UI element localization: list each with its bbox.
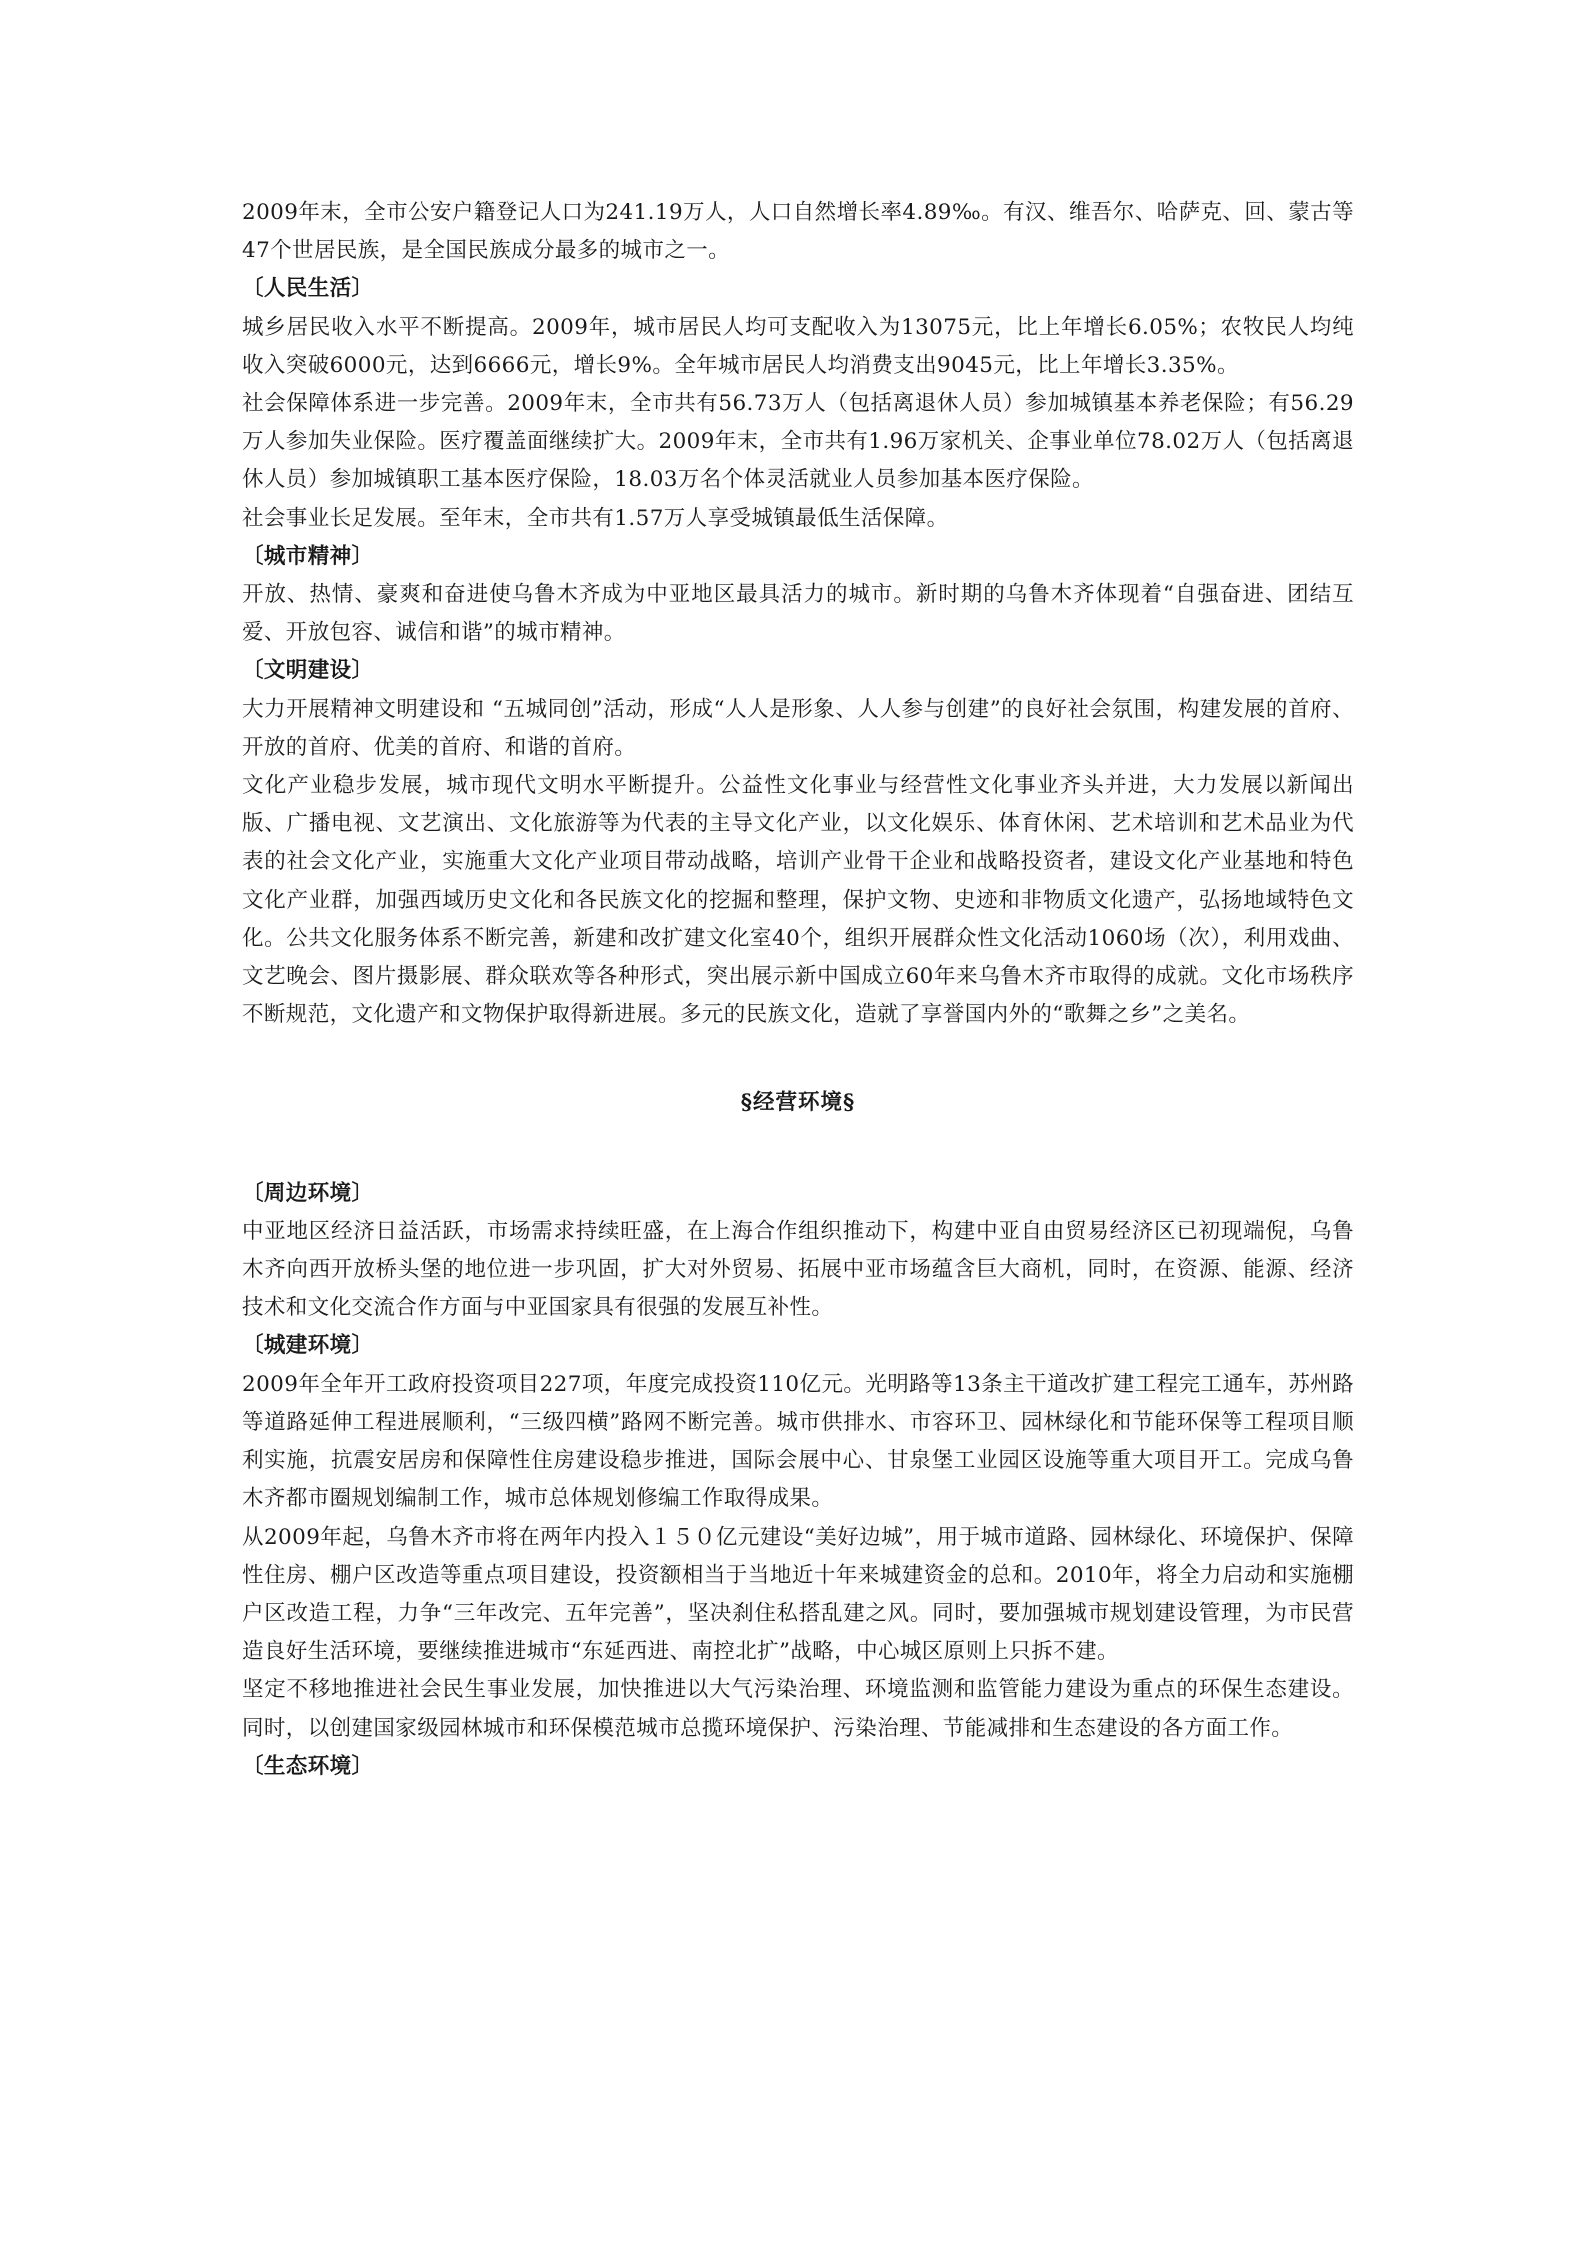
paragraph: 2009年全年开工政府投资项目227项，年度完成投资110亿元。光明路等13条主干道改扩建工程完工通车，苏州路等道路延伸工程进展顺利，“三级四横”路网不断完善。城市供排水、市容环卫、园林绿化和节能环保等工程项目顺利实施，抗震安居房和保障性住房建设稳步推进，国际会展中心、甘泉堡工业园区设施等重大项目开工。完成乌鲁木齐都市圈规划编制工作，城市总体规划修编工作取得成果。 xyxy=(242,1371,1354,1512)
section-subheading: 〔城建环境〕 xyxy=(242,1333,374,1359)
body-text-part-1 xyxy=(242,194,1354,1034)
section-subheading: 〔周边环境〕 xyxy=(242,1180,374,1206)
paragraph: 从2009年起，乌鲁木齐市将在两年内投入１５０亿元建设“美好边城”，用于城市道路、园林绿化、环境保护、保障性住房、棚户区改造等重点项目建设，投资额相当于当地近十年来城建资金的总和。2010年，将全力启动和实施棚户区改造工程，力争“三年改完、五年完善”，坚决刹住私搭乱建之风。同时，要加强城市规划建设管理，为市民营造良好生活环境，要继续推进城市“东延西进、南控北扩”战略，中心城区原则上只拆不建。 xyxy=(242,1524,1354,1665)
paragraph: 中亚地区经济日益活跃，市场需求持续旺盛，在上海合作组织推动下，构建中亚自由贸易经济区已初现端倪，乌鲁木齐向西开放桥头堡的地位进一步巩固，扩大对外贸易、拓展中亚市场蕴含巨大商机，同时，在资源、能源、经济技术和文化交流合作方面与中亚国家具有很强的发展互补性。 xyxy=(242,1218,1354,1321)
paragraph: 开放、热情、豪爽和奋进使乌鲁木齐成为中亚地区最具活力的城市。新时期的乌鲁木齐体现着“自强奋进、团结互爱、开放包容、诚信和谐”的城市精神。 xyxy=(242,582,1354,646)
section-subheading: 〔人民生活〕 xyxy=(242,276,374,302)
paragraph: 2009年末，全市公安户籍登记人口为241.19万人，人口自然增长率4.89‰。有汉、维吾尔、哈萨克、回、蒙古等47个世居民族，是全国民族成分最多的城市之一。 xyxy=(242,200,1354,264)
paragraph: 社会事业长足发展。至年末，全市共有1.57万人享受城镇最低生活保障。 xyxy=(242,505,949,531)
paragraph: 社会保障体系进一步完善。2009年末，全市共有56.73万人（包括离退休人员）参加城镇基本养老保险；有56.29万人参加失业保险。医疗覆盖面继续扩大。2009年末，全市共有1.96万家机关、企事业单位78.02万人（包括离退休人员）参加城镇职工基本医疗保险，18.03万名个体灵活就业人员参加基本医疗保险。 xyxy=(242,391,1354,493)
section-title: §经营环境§ xyxy=(740,1090,856,1116)
body-text-part-2 xyxy=(242,1175,1354,1786)
section-subheading: 〔文明建设〕 xyxy=(242,658,374,684)
paragraph: 文化产业稳步发展，城市现代文明水平断提升。公益性文化事业与经营性文化事业齐头并进，大力发展以新闻出版、广播电视、文艺演出、文化旅游等为代表的主导文化产业，以文化娱乐、体育休闲、艺术培训和艺术品业为代表的社会文化产业，实施重大文化产业项目带动战略，培训产业骨干企业和战略投资者，建设文化产业基地和特色文化产业群，加强西域历史文化和各民族文化的挖掘和整理，保护文物、史迹和非物质文化遗产，弘扬地域特色文化。公共文化服务体系不断完善，新建和改扩建文化室40个，组织开展群众性文化活动1060场（次），利用戏曲、文艺晚会、图片摄影展、群众联欢等各种形式，突出展示新中国成立60年来乌鲁木齐市取得的成就。文化市场秩序不断规范，文化遗产和文物保护取得新进展。多元的民族文化，造就了享誉国内外的“歌舞之乡”之美名。 xyxy=(242,773,1354,1028)
paragraph: 坚定不移地推进社会民生事业发展，加快推进以大气污染治理、环境监测和监管能力建设为重点的环保生态建设。同时，以创建国家级园林城市和环保模范城市总揽环境保护、污染治理、节能减排和生态建设的各方面工作。 xyxy=(242,1677,1354,1741)
section-subheading: 〔生态环境〕 xyxy=(242,1753,374,1779)
document-page xyxy=(242,194,1354,1786)
paragraph: 大力开展精神文明建设和 “五城同创”活动，形成“人人是形象、人人参与创建”的良好社会氛围，构建发展的首府、开放的首府、优美的首府、和谐的首府。 xyxy=(242,696,1354,760)
section-subheading: 〔城市精神〕 xyxy=(242,543,374,569)
paragraph: 城乡居民收入水平不断提高。2009年，城市居民人均可支配收入为13075元，比上年增长6.05%；农牧民人均纯收入突破6000元，达到6666元，增长9%。全年城市居民人均消费支出9045元，比上年增长3.35%。 xyxy=(242,314,1354,378)
